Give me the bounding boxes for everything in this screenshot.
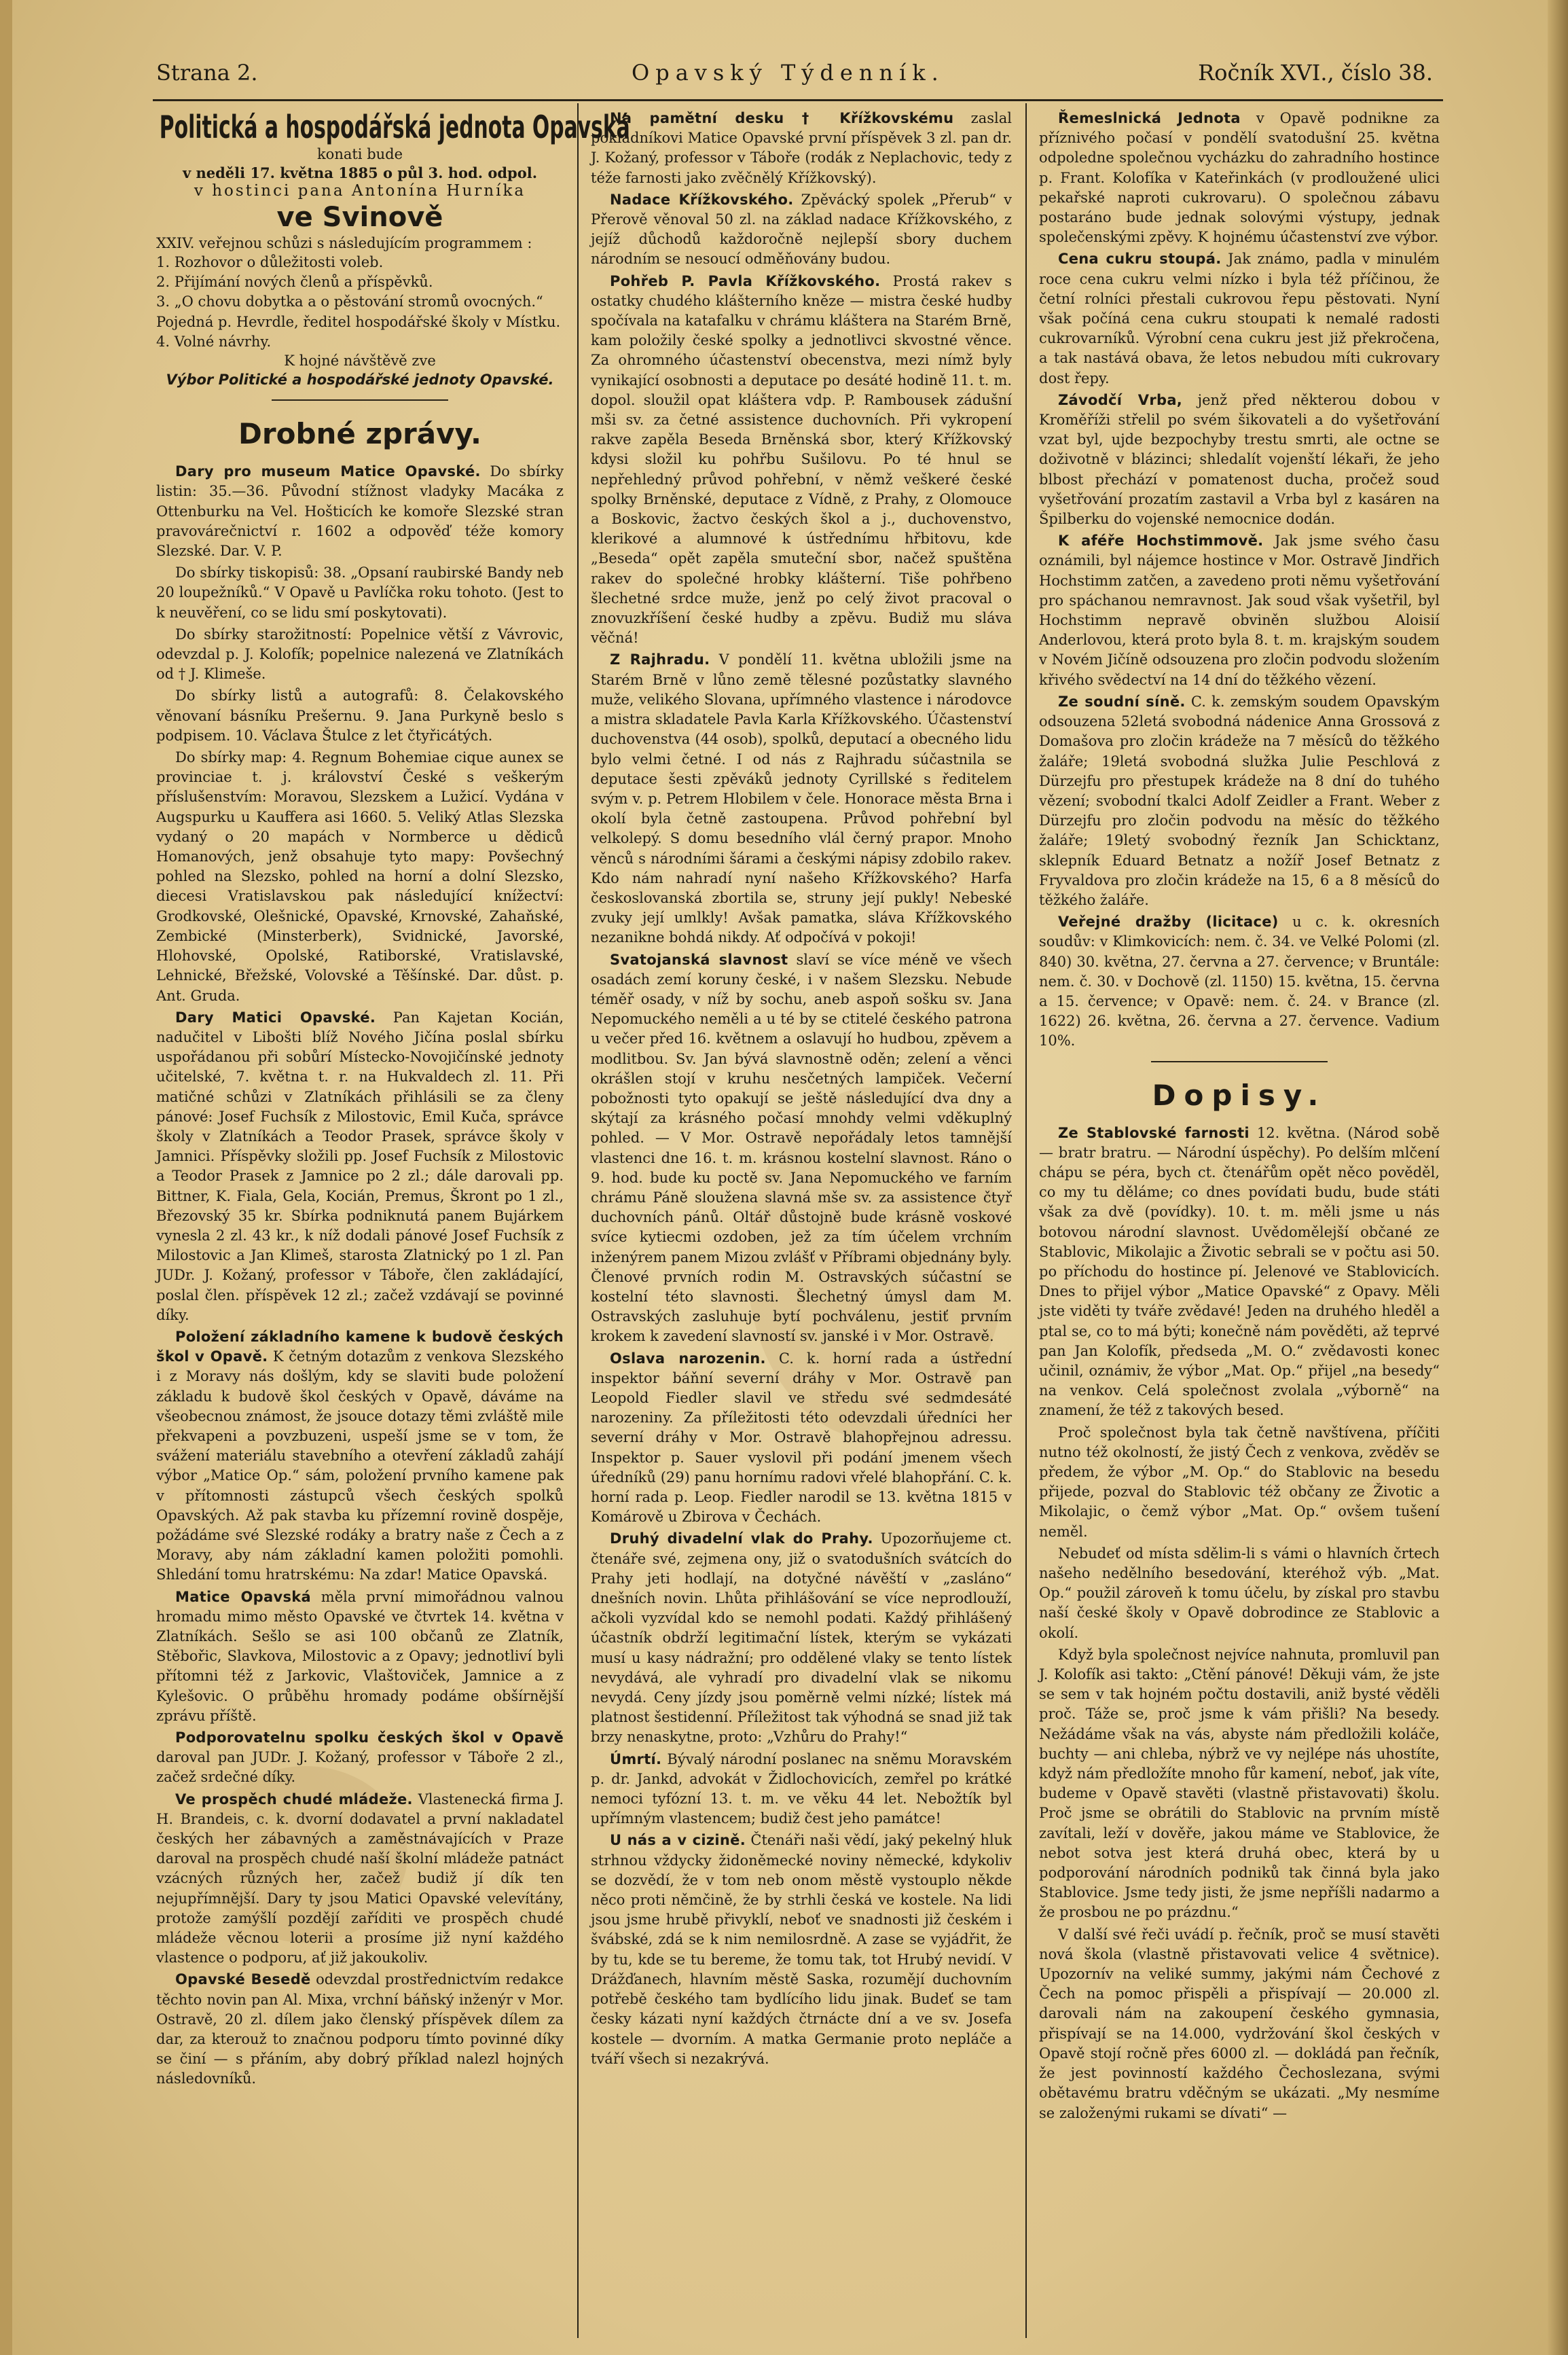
news-headline: Položení základního kamene k budově českých škol v Opavě.	[156, 1328, 564, 1365]
news-headline: U nás a v cizině.	[610, 1832, 746, 1849]
ad-programme-item: 1. Rozhovor o důležitosti voleb.	[156, 254, 384, 270]
news-paragraph	[1039, 531, 1440, 690]
news-paragraph	[1039, 391, 1440, 529]
news-headline: Veřejné dražby (licitace)	[1058, 914, 1279, 931]
news-text: Upozorňujeme ct. čtenáře své, zejmena ony, již o svatodušních svátcích do Prahy jeti hodlají, na dotyčné návěští v „zasláno“ dnešních novin. Lhůta přihlášování se více neprodlouží, ačkoli vyzvídal kdo se nemohl podati. Každý přihlášený účastník obdrží legitimační lístek, kterým se vykázati musí u kasy nádražní; pro oddělené vlaky se tento lístek nevydává, ale vyhradí pro divadelní vlak se nikomu nevydá. Ceny jízdy jsou poměrně velmi nízké; lístek má platnost šestidenní. Příležitost tak výhodná se snad již tak brzy nenaskytne, proto: „Vzhůru do Prahy!“	[591, 1530, 1012, 1746]
news-text: 12. května. (Národ sobě — bratr bratru. — Národní úspěchy). Po delším mlčení chápu se péra, bych ct. čtenářům opět něco pověděl, co my tu děláme; co dnes povídati budu, bude státi však za dvě (povídky). 10. t. m. měli jsme u nás botovou národní slavnost. Uvědomělejší občané ze Stablovic, Mikolajic a Životic sebrali se v počtu asi 50. po příchodu do hostince pí. Jelenové ve Stablovicích. Dnes to přijel výbor „Matice Opavské“ z Opavy. Měli jste viděti ty tváře zvědavé! Jeden na druhého hleděl a ptal se, co to má býti; konečně nám pověděti, až teprvé pan Jan Kolofík, předseda „M. O.“ zvědavosti konec učinil, oznámiv, že výbor „Mat. Op.“ přijel „na besedy“ na venkov. Celá společnost zvolala „výborně“ na znamení, že též z takových besed.	[1039, 1124, 1440, 1419]
ad-programme-item: 3. „O chovu dobytka a o pěstování stromů ovocných.“ Pojedná p. Hevrdle, ředitel hospodářské školy v Místku.	[156, 293, 561, 330]
news-headline: Dary Matici Opavské.	[175, 1009, 376, 1026]
news-items	[156, 462, 564, 2089]
ad-invite: K hojné návštěvě zve	[284, 353, 436, 370]
ad-line: konati bude	[316, 146, 403, 162]
news-headline: Podporovatelnu spolku českých škol v Opavě	[175, 1729, 564, 1746]
news-text: Do sbírky listů a autografů: 8. Čelakovského věnovaní básníku Prešernu. 9. Jana Purkyně beslo s podpisem. 10. Václava Štulce z let čtyřicátých.	[156, 687, 564, 744]
news-paragraph	[1039, 249, 1440, 388]
news-text: V pondělí 11. května ubložili jsme na Starém Brně v lůno země tělesné pozůstatky slavného muže, velikého Slovana, upřímného vlastence i národovce a mistra skladatele Pavla Karla Křížkovského. Účastenství duchovenstva (44 osob), spolků, deputací a obecného lidu bylo velmi četné. I od nás z Rajhradu súčastnila se deputace šesti zpěváků jednoty Cyrillské s ředitelem svým v. p. Petrem Hlobilem v čele. Honorace města Brna i okolí byla četně zastoupena. Průvod pohřební byl velkolepý. S domu besedního vlál černý prapor. Mnoho věnců s národními šárami a českými nápisy zdobilo rakev. Kdo nám nahradí nyní našeho Křížkovského? Harfa českoslovanská zbortila se, struny její pukly! Nebeské zvuky její umlkly! Avšak pamatka, sláva Křížkovského nezanikne bohdá nikdy. Ať odpočívá v pokoji!	[591, 651, 1012, 946]
page-edge-right	[1548, 0, 1568, 2355]
ad-signature: Výbor Politické a hospodářské jednoty Opavské.	[166, 372, 554, 389]
news-text: jenž před některou dobou v Kroměříži střelil po svém šikovateli a do vyšetřování vzat byl, ujde bezpochyby trestu smrti, ale octne se doživotně v blázinci; shledalít vojenští lékaři, že jeho blbost přechází v pomatenost ducha, pročež soud vyšetřování prozatím zastavil a Vrba byl z kasáren na Špilberku do vojenské nemocnice dodán.	[1039, 391, 1440, 528]
news-headline: Matice Opavská	[175, 1588, 311, 1605]
news-text: V další své řeči uvádí p. řečník, proč se musí stavěti nová škola (vlastně přistavovati velice 4 světnice). Upozornív na veliké summy, jakými nám Čechové z Čech na pomoc přispěli a přispívají — 20.000 zl. darovali nám na zakoupení českého gymnasia, přispívají se na 14.000, vydržování škol českých v Opavě stojí ročně přes 6000 zl. — dokládá pan řečník, že jest povinností každého Čechoslezana, svými obětavému bratru vděčným se ukázati. „My nesmíme se založenými rukami se dívati“ —	[1039, 1926, 1440, 2121]
ad-title: Politická a hospodářská jednota Opavská	[159, 109, 630, 145]
news-text: Čtenáři naši vědí, jaký pekelný hluk strhnou vždycky židoněmecké noviny německé, kdykoliv se dozvědí, že v tom neb onom městě vystouplo někde něco proti němčině, že by strhli česká ve kostele. Na lidi jsou jsme hrubě přivyklí, neboť ve snadnosti již českém i švábské, zdá se k nim nemilosrdně. A zase se vyjádřit, že by tu, kde se tu bereme, že tomu tak, tot Hrubý nevidí. V Drážďanech, hlavním městě Saska, rozumějí duchovním potřebě českého tam bydlícího lidu jinak. Budeť se tam česky kázati nyní každých čtrnácte dní a ve sv. Josefa kostele — dvorním. A matka Germanie proto nepláče a tváří všech si nezakrývá.	[591, 1832, 1012, 2067]
news-paragraph	[1039, 1544, 1440, 1643]
ad-programme-item: 2. Přijímání nových členů a příspěvků.	[156, 274, 433, 291]
news-headline: Závodčí Vrba,	[1058, 391, 1183, 408]
news-text: v Opavě podnikne za příznivého počasí v pondělí svatodušní 25. května odpoledne společnou vycházku do zahradního hostince p. Frant. Kolofíka v Kateřinkách (v prodloužené ulici pekařské naproti cukrovaru). O společnou zábavu postaráno bude jednak solovými výstupy, jednak společenskými zpěvy. K hojnému účastenství zve výbor.	[1039, 110, 1440, 246]
news-paragraph	[591, 1349, 1012, 1528]
news-text: Zpěvácký spolek „Přerub“ v Přerově věnoval 50 zl. na základ nadace Křížkovského, z jejíž důchodů každoročně nejlepší sbory duchem národním se nesoucí odměňovány budou.	[591, 191, 1012, 268]
divider	[272, 399, 448, 401]
newspaper-title: Opavský Týdenník.	[632, 60, 945, 86]
column-rule	[1025, 103, 1027, 2338]
news-headline: Oslava narozenin.	[610, 1350, 766, 1367]
news-text: Do sbírky map: 4. Regnum Bohemiae cique aunex se provinciae t. j. království České s veškerým příslušenstvím: Moravou, Slezskem a Lužicí. Vydána v Augspurku u Kauffera asi 1660. 5. Veliký Atlas Slezska vydaný o 20 mapách v Normberce u dědiců Homanových, jenž obsahuje tyto mapy: Povšechný pohled na Slezsko, pohled na horní a dolní Slezsko, diecesi Vratislavskou pak následující knížectví: Grodkovské, Olešnické, Opavské, Krnovské, Zahaňské, Zembické (Minsterberk), Svidnické, Javorské, Hlohovské, Opolské, Ratiborské, Vratislavské, Lehnické, Břežské, Volovské a Těšínské. Dar. důst. p. Ant. Gruda.	[156, 749, 564, 1004]
news-paragraph	[156, 1008, 564, 1325]
news-items	[1039, 109, 1440, 1051]
news-text: Bývalý národní poslanec na sněmu Moravském p. dr. Jankd, advokát v Židlochovicích, zemřel po krátké nemoci tyfózní 13. t. m. ve věku 44 let. Nebožtík byl upřímným vlastencem; budiž čest jeho památce!	[591, 1750, 1012, 1827]
news-paragraph	[1039, 692, 1440, 910]
news-headline: Dary pro museum Matice Opavské.	[175, 463, 481, 480]
ad-venue: v hostinci pana Antonína Hurníka	[194, 182, 526, 200]
news-text: Nebudeť od místa sdělim-li s vámi o hlavních črtech našeho nedělního besedování, kteréhož výb. „Mat. Op.“ použil zároveň k tomu účelu, by získal pro stavbu naší české školy v Opavě dobrodince ze Stablovic a okolí.	[1039, 1545, 1440, 1641]
news-paragraph	[591, 1750, 1012, 1829]
news-paragraph	[1039, 1925, 1440, 2123]
news-paragraph	[156, 1587, 564, 1726]
news-text: Jak jsme svého času oznámili, byl nájemce hostince v Mor. Ostravě Jindřich Hochstimm zatčen, a zavedeno proti němu vyšetřování pro spáchanou nemravnost. Jak soud však vyšetřil, byl Hochstimm nepravě obviněn službou Aloisií Anderlovou, která proto byla 8. t. m. krajským soudem v Novém Jičíně odsouzena pro zločin podvodu složením křivého svědectví na 14 dní do těžkého vězení.	[1039, 533, 1440, 688]
news-text: Prostá rakev s ostatky chudého klášterního kněze — mistra české hudby spočívala na katafalku v chrámu kláštera na Starém Brně, kam položily české spolky a jednotlivci skvostné věnce. Za ohromného účastenství obecenstva, mezi nímž byly vynikající osobnosti a deputace po desáté hodině 11. t. m. dopol. sloužil opat kláštera vdp. P. Rambousek zádušní mši sv. za četné assistence duchovních. Při vykropení rakve zapěla Beseda Brněnská sbor, který Křížkovský kdysi složil ku pohřbu Sušilovu. Po té hnul se nepřehledný průvod pohřební, v němž veškeré české spolky Brněnské, deputace z Vídně, z Prahy, z Olomouce a Boskovic, žactvo českých škol a j., duchovenstvo, klerikové a alumnové k ústřednímu hřbitovu, kde „Beseda“ opět zapěla smuteční sbor, načež spuštěna rakev do společné hrobky klášterní. Tiše pohřbeno šlechetné srdce muže, jenž po celý život pracoval o znovuzkříšení české hudby a zpěvu. Budiž mu sláva věčná!	[591, 272, 1012, 647]
news-paragraph	[156, 1790, 564, 1969]
news-text: K četným dotazům z venkova Slezského i z Moravy nás došlým, kdy se slaviti bude položení základu k budově škol českých v Opavě, dáváme na všeobecnou známost, že jsouce dotazy těmi zvláště mile překvapeni a povzbuzeni, uspeší jsme se v tom, že svážení materiálu stavebního a otevření základů zahájí výbor „Matice Op.“ sám, položení prvního kamene pak v přítomnosti zástupců všech českých spolků Opavských. Až pak stavba ku přízemní rovině dospěje, požádáme své Slezské rodáky a bratry naše z Čech a z Moravy, aby nám základní kamen položiti pomohli. Shledání tomu hratrskému: Na zdar! Matice Opavská.	[156, 1348, 564, 1583]
news-paragraph	[1039, 1123, 1440, 1421]
news-headline: Nadace Křížkovského.	[610, 191, 794, 208]
news-headline: Ze Stablovské farnosti	[1058, 1124, 1250, 1141]
news-text: Do sbírky listin: 35.—36. Původní stížnost vladyky Macáka z Ottenburku na Vel. Hošticích ke komoře Slezské stran pravovárečnictví r. 1602 a odpověď téže komory Slezské. Dar. V. P.	[156, 463, 564, 560]
news-headline: K aféře Hochstimmově.	[1058, 533, 1264, 550]
page-edge-left	[0, 0, 12, 2355]
letters	[1039, 1123, 1440, 2123]
advertisement-meeting	[156, 109, 630, 390]
column-right	[1039, 109, 1440, 2330]
ad-programme-list	[156, 253, 564, 352]
header-rule	[153, 99, 1443, 101]
news-headline: Ve prospěch chudé mládeže.	[175, 1791, 413, 1808]
news-text: Jak známo, padla v minulém roce cena cukru velmi nízko i byla též příčinou, že četní rolníci přestali cukrovou řepu pěstovati. Nyní však počíná cena cukru stoupati k nemalé radosti cukrovarníků. Výrobní cena cukru jest již překročena, a tak nastává obava, že letos nebudou míti cukrovary dost řepy.	[1039, 251, 1440, 386]
news-text: daroval pan JUDr. J. Kožaný, professor v Táboře 2 zl., začež srdečné díky.	[156, 1749, 564, 1786]
news-paragraph	[591, 950, 1012, 1347]
news-text: Vlastenecká firma J. H. Brandeis, c. k. dvorní dodavatel a první nakladatel českých her zábavných a zaměstnávajících v Praze daroval na prospěch chudé naší školní mládeže patnáct vzácných různých her, začež budiž jí dík ten nejupřímnější. Dary ty jsou Matici Opavské velevítány, protože zamýšlí pozdějí zaříditi ve prospěch chudé mládeže věcnou loterii a prosíme již nyní každého vlastence o podporu, ať již jakoukoliv.	[156, 1791, 564, 1966]
news-paragraph	[156, 462, 564, 561]
news-paragraph	[1039, 912, 1440, 1051]
column-rule	[577, 103, 579, 2338]
ad-date: v neděli 17. května 1885 o půl 3. hod. odpol.	[182, 164, 538, 181]
news-text: u c. k. okresních soudův: v Klimkovicích: nem. č. 34. ve Velké Polomi (zl. 840) 30. května, 27. června a 27. července; v Bruntále: nem. č. 30. v Dochově (zl. 1150) 15. května, 15. června a 15. července; v Opavě: nem. č. 24. v Brance (zl. 1622) 26. května, 26. června a 27. července. Vadium 10%.	[1039, 914, 1440, 1049]
news-paragraph	[156, 563, 564, 623]
news-text: slaví se více méně ve všech osadách zemí koruny české, i v našem Slezsku. Nebude téměř osady, v níž by sochu, aneb aspoň sošku sv. Jana Nepomuckého neměli a u té by se ctitelé českého patrona u večer před 16. květnem a oslavují ho hudbou, zpěvem a modlitbou. Sv. Jan bývá slavnostně oděn; zelení a věnci okrášlen stojí v kruhu nesčetných lampiček. Večerní pobožnosti tyto opakují se ještě následující dva dny a skýtají za krásného počasí mnohdy velmi vděkuplný pohled. — V Mor. Ostravě nepořádaly letos tamnější vlastenci dne 16. t. m. krásnou kostelní slavnost. Ráno o 9. hod. bude ku poctě sv. Jana Nepomuckého ve farním chrámu Páně sloužena slavná mše sv. za assistence čtyř duchovních pánů. Oltář důstojně bude krásně voskové svíce kytiecmi ozdoben, jež za tím účelem vrchním inženýrem panem Mizou zvlášť v Příbrami objednány byly. Členové prvních rodin M. Ostravských súčastní se kostelní této slavnosti. Šlechetný úmysl dam M. Ostravských zasluhuje bytí pochválenu, jestiť prvním krokem k zavedení slavností sv. janské i v Mor. Ostravě.	[591, 951, 1012, 1345]
news-text: C. k. zemským soudem Opavským odsouzena 52letá svobodná nádenice Anna Grossová z Domašova pro zločin krádeže na 7 měsíců do těžkého žaláře; 19letá svobodná služka Julie Peschlová z Dürzejfu pro přestupek krádeže na 8 dní do tuhého vězení; svobodní tkalci Adolf Zeidler a Frant. Weber z Dürzejfu pro zločin podvodu na měsíc do těžkého žaláře; 19letý svobodný řezník Jan Schicktanz, sklepník Eduard Betnatz a nožíř Josef Betnatz z Fryvaldova pro zločin krádeže na 15, 6 a 8 měsíců do těžkého žaláře.	[1039, 693, 1440, 908]
news-paragraph	[1039, 1423, 1440, 1542]
news-paragraph	[591, 1529, 1012, 1747]
news-headline: Z Rajhradu.	[610, 651, 710, 668]
column-left	[156, 109, 630, 2330]
ad-programme-item: 4. Volné návrhy.	[156, 333, 272, 350]
news-paragraph	[156, 748, 564, 1006]
news-paragraph	[591, 650, 1012, 948]
page-header	[156, 60, 1433, 91]
issue-number: Ročník XVI., číslo 38.	[1198, 60, 1433, 86]
news-headline: Svatojanská slavnost	[610, 951, 788, 968]
ad-place: ve Svinově	[276, 202, 443, 233]
news-text: Proč společnost byla tak četně navštívena, příčiti nutno též okolností, že jistý Čech z venkova, zvěděv se předem, že výbor „M. Op.“ do Stablovic na besedu přijede, pozval do Stablovic též občany ze Životic a Mikolajic, o čemž výbor „Mat. Op.“ ovšem tušení neměl.	[1039, 1424, 1440, 1540]
news-text: Pan Kajetan Kocián, nadučitel v Libošti blíž Nového Jičína poslal sbírku uspořádanou při sobůrí Místecko-Novojičínské jednoty učitelské, 7. května t. r. na Hukvaldech zl. 11. Při matičné schůzi v Zlatníkách přihlásili se za členy pánové: Josef Fuchsík z Milostovic, Emil Kuča, správce školy v Zlatníkách a Teodor Prasek, správce školy v Jamnici. Příspěvky složili pp. Josef Fuchsík z Milostovic a Teodor Prasek z Jamnice po 2 zl.; dále darovali pp. Bittner, K. Fiala, Gela, Kocián, Premus, Škront po 1 zl., Březovský 35 kr. Sbírka podniknutá panem Bujárkem vynesla 2 zl. 43 kr., k níž dodali pánové Josef Fuchsík z Milostovic a Jan Klimeš, starosta Zlatnický po 1 zl. Pan JUDr. J. Kožaný, professor v Táboře, člen zakládající, poslal člen. příspěvek 12 zl.; začež vzdávají se povinné díky.	[156, 1009, 564, 1323]
news-paragraph	[591, 272, 1012, 649]
news-paragraph	[1039, 1645, 1440, 1923]
page-number: Strana 2.	[156, 60, 258, 86]
news-headline: Opavské Besedě	[175, 1971, 311, 1988]
divider	[1151, 1061, 1328, 1062]
news-paragraph	[156, 625, 564, 685]
news-paragraph	[591, 1831, 1012, 2068]
news-paragraph	[156, 1970, 564, 2089]
news-paragraph	[156, 1327, 564, 1585]
news-items	[591, 109, 1012, 2069]
section-title-drobne-zpravy: Drobné zprávy.	[238, 417, 481, 451]
section-title-dopisy: Dopisy.	[1152, 1078, 1327, 1112]
news-headline: Řemeslnická Jednota	[1058, 110, 1241, 126]
news-headline: Pohřeb P. Pavla Křížkovského.	[610, 272, 881, 289]
news-paragraph	[156, 686, 564, 746]
news-headline: Cena cukru stoupá.	[1058, 251, 1222, 268]
news-paragraph	[1039, 109, 1440, 247]
news-text: Do sbírky starožitností: Popelnice větší z Vávrovic, odevzdal p. J. Kolofík; popelnice nalezená ve Zlatníkách od † J. Klimeše.	[156, 626, 564, 683]
news-paragraph	[591, 109, 1012, 188]
ad-programme-intro: XXIV. veřejnou schůzi s následujícím programmem :	[156, 235, 532, 251]
news-paragraph	[591, 190, 1012, 270]
news-headline: Ze soudní síně.	[1058, 693, 1186, 710]
news-text: odevzdal prostřednictvím redakce těchto novin pan Al. Mixa, vrchní báňský inženýr v Mor. Ostravě, 20 zl. dílem jako členský příspěvek dílem za dar, za kterouž to značnou podporu tímto povinné díky se činí — s přáním, aby dobrý příklad nalezl hojných následovníků.	[156, 1971, 564, 2087]
news-text: měla první mimořádnou valnou hromadu mimo město Opavské ve čtvrtek 14. května v Zlatníkách. Sešlo se asi 100 občanů ze Zlatník, Stěbořic, Slavkova, Milostovic a z Opavy; jednotliví byli přítomni též z Jarkovic, Vlaštoviček, Jamnice a z Kylešovic. O průběhu hromady podáme obšírnější zprávu příště.	[156, 1588, 564, 1724]
news-paragraph	[156, 1728, 564, 1788]
news-text: Když byla společnost nejvíce nahnuta, promluvil pan J. Kolofík asi takto: „Ctění pánové! Děkuji vám, že jste se sem v tak hojném počtu dostavili, aniž bysté věděli proč. Táže se, proč jsme k vám přišli? Na besedy. Nežádáme však na vás, abyste nám předložili koláče, buchty — ani chleba, nýbrž ve vy nejlépe nás uhostíte, když nám předložíte mnoho fůr kamení, neboť, jak víte, budeme v Opavě stavěti (vlastně přistavovati) školu. Proč jsme se obrátili do Stablovic na prvním místě zavítali, leží v dověře, jakou máme ve Stablovice, že nebot sotva jest která druhá obec, která by u podporování národních podniků tak činná byla jako Stablovice. Jsme tedy jisti, že jsme nepříšli nadarmo a že prosbou ne po prázdnu.“	[1039, 1646, 1440, 1921]
news-text: C. k. horní rada a ústřední inspektor báňní severní dráhy v Mor. Ostravě pan Leopold Fiedler slavil ve středu své sedmdesáté narozeniny. Za příležitosti této odevzdali úředníci her severní dráhy v Mor. Ostravě blahopřejnou adressu. Inspektor p. Sauer vyslovil při podání jmenem všech úředníků (29) panu hornímu radovi vřelé blahopřání. C. k. horní rada p. Leop. Fiedler narodil se 13. května 1815 v Komárově u Zbirova v Čechách.	[591, 1350, 1012, 1526]
news-headline: Na pamětní desku † Křížkovskému	[610, 110, 954, 126]
news-headline: Druhý divadelní vlak do Prahy.	[610, 1530, 873, 1547]
news-headline: Úmrtí.	[610, 1750, 662, 1767]
news-text: zaslal pokladníkovi Matice Opavské první příspěvek 3 zl. pan dr. J. Kožaný, professor v Táboře (rodák z Neplachovic, tedy z téže farnosti jako zvěčnělý Křížkovský).	[591, 110, 1012, 186]
column-middle	[591, 109, 1012, 2330]
news-text: Do sbírky tiskopisů: 38. „Opsaní raubirské Bandy neb 20 loupežníků.“ V Opavě u Pavlíčka roku tohoto. (Jest to k neuvěření, co se lidu smí poskytovati).	[156, 564, 564, 621]
